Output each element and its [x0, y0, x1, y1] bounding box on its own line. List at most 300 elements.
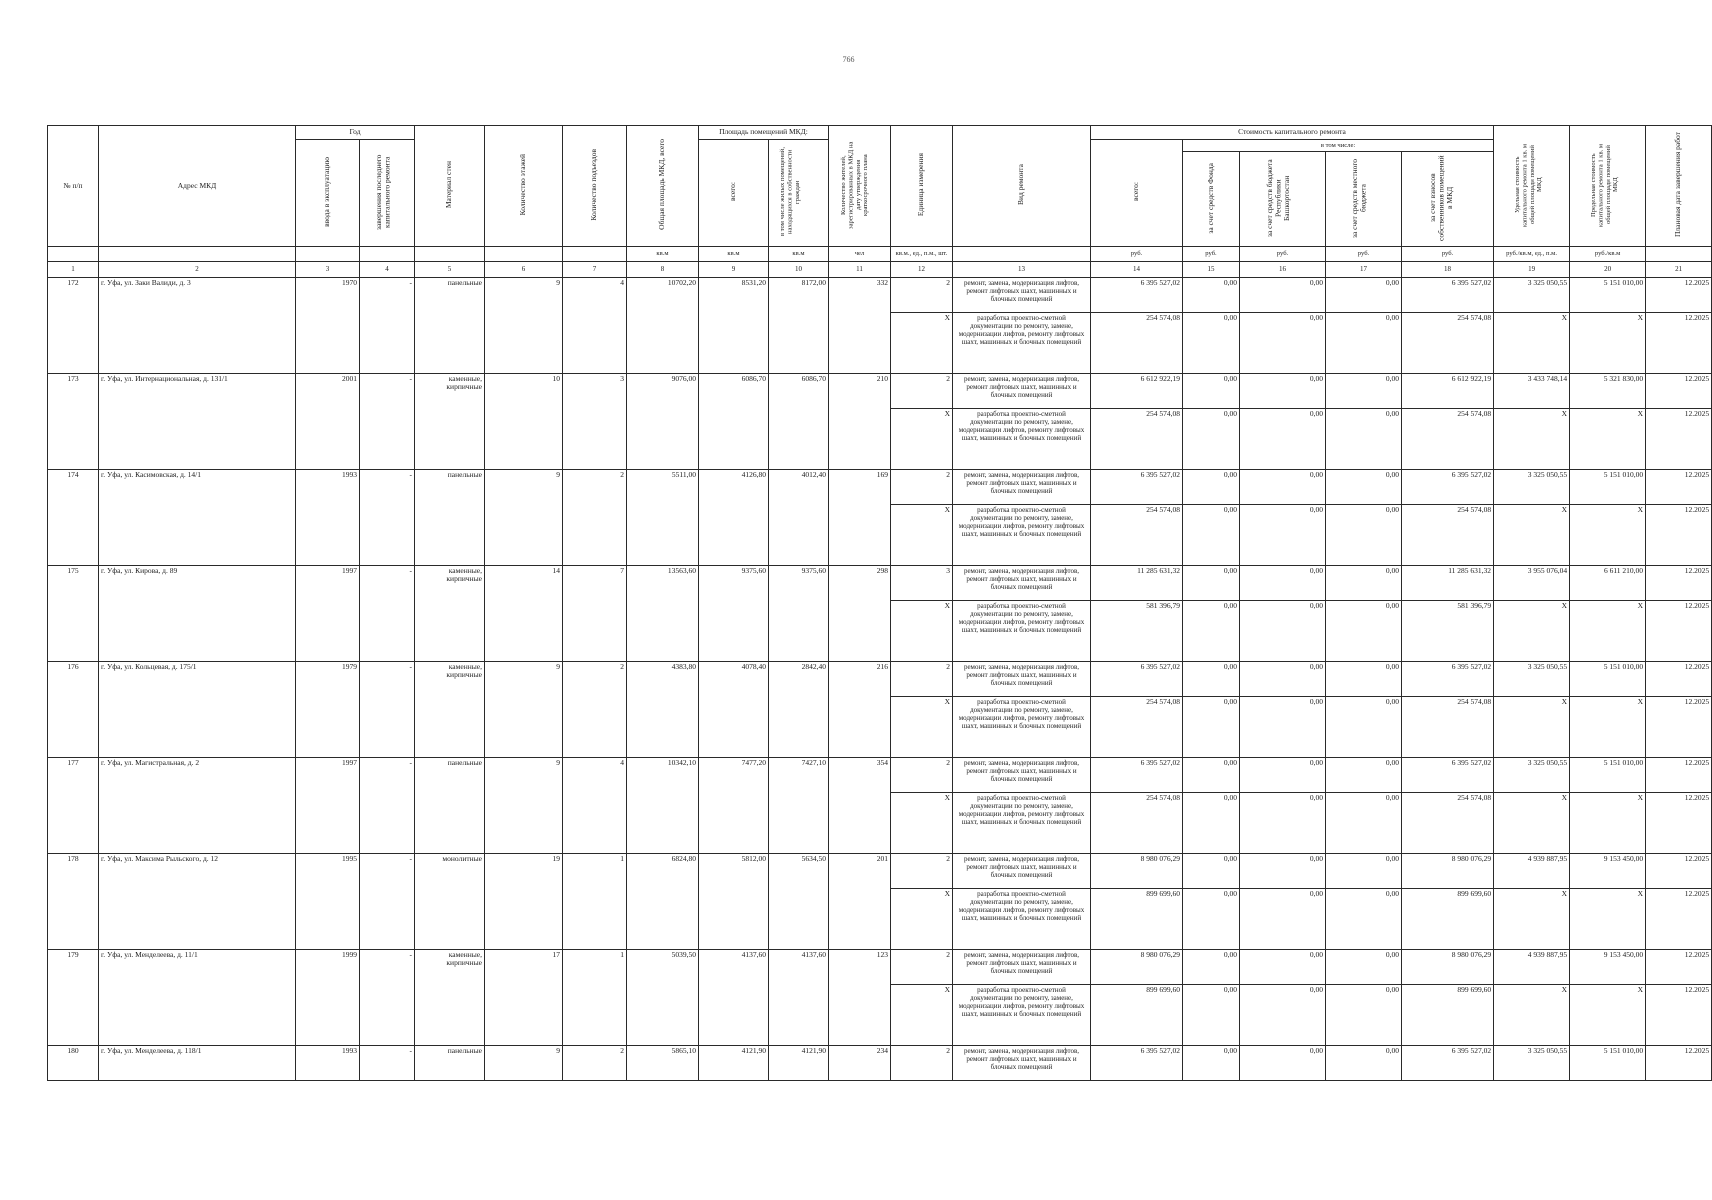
max-cost: X [1570, 601, 1646, 662]
planned-date: 12.2025 [1646, 278, 1712, 313]
entrance-count: 2 [563, 662, 627, 758]
area-all: 6086,70 [699, 374, 769, 470]
cost-local: 0,00 [1326, 950, 1402, 985]
column-number: 9 [699, 262, 769, 278]
area-all: 8531,20 [699, 278, 769, 374]
last-repair-year: - [360, 950, 415, 1046]
cost-owners: 254 574,08 [1402, 793, 1494, 854]
unit-cost: X [1494, 697, 1570, 758]
unit-value: 2 [891, 1046, 953, 1081]
building-address: г. Уфа, ул. Менделеева, д. 118/1 [99, 1046, 296, 1081]
unit-cost: 3 325 050,55 [1494, 470, 1570, 505]
cost-total: 8 980 076,29 [1091, 854, 1183, 889]
area-private: 4012,40 [769, 470, 829, 566]
planned-date: 12.2025 [1646, 793, 1712, 854]
column-number: 1 [48, 262, 99, 278]
header-wall-material: Материал стен [415, 126, 485, 247]
cost-owners: 254 574,08 [1402, 409, 1494, 470]
commission-year: 1995 [296, 854, 360, 950]
total-area: 6824,80 [627, 854, 699, 950]
unit-value: 2 [891, 758, 953, 793]
cost-republic: 0,00 [1240, 601, 1326, 662]
floor-count: 17 [485, 950, 563, 1046]
cost-total: 254 574,08 [1091, 313, 1183, 374]
cost-local: 0,00 [1326, 566, 1402, 601]
resident-count: 123 [829, 950, 891, 1046]
unit-cost: 3 325 050,55 [1494, 662, 1570, 697]
cost-total: 254 574,08 [1091, 505, 1183, 566]
header-address: Адрес МКД [99, 126, 296, 247]
unit-value: X [891, 889, 953, 950]
max-cost: 9 153 450,00 [1570, 950, 1646, 985]
cost-local: 0,00 [1326, 278, 1402, 313]
work-description: ремонт, замена, модернизация лифтов, ремонт лифтовых шахт, машинных и блочных помещений [953, 374, 1091, 409]
header-fund: за счет средств Фонда [1183, 152, 1240, 247]
header-area-group: Площадь помещений МКД: [699, 126, 829, 140]
unit-value: X [891, 409, 953, 470]
column-number: 4 [360, 262, 415, 278]
row-number: 180 [48, 1046, 99, 1081]
unit-cost: X [1494, 601, 1570, 662]
work-description: разработка проектно-сметной документации по ремонту, замене, модернизации лифтов, ремонту лифтовых шахт, машинных и блочных помещений [953, 985, 1091, 1046]
planned-date: 12.2025 [1646, 601, 1712, 662]
cost-local: 0,00 [1326, 854, 1402, 889]
last-repair-year: - [360, 566, 415, 662]
entrance-count: 2 [563, 1046, 627, 1081]
entrance-count: 1 [563, 950, 627, 1046]
building-address: г. Уфа, ул. Кирова, д. 89 [99, 566, 296, 662]
work-description: разработка проектно-сметной документации по ремонту, замене, модернизации лифтов, ремонту лифтовых шахт, машинных и блочных помещений [953, 601, 1091, 662]
cost-fund: 0,00 [1183, 950, 1240, 985]
cost-fund: 0,00 [1183, 601, 1240, 662]
cost-fund: 0,00 [1183, 566, 1240, 601]
planned-date: 12.2025 [1646, 758, 1712, 793]
planned-date: 12.2025 [1646, 950, 1712, 985]
cost-total: 11 285 631,32 [1091, 566, 1183, 601]
planned-date: 12.2025 [1646, 662, 1712, 697]
cost-local: 0,00 [1326, 601, 1402, 662]
cost-total: 899 699,60 [1091, 985, 1183, 1046]
column-number: 17 [1326, 262, 1402, 278]
cost-fund: 0,00 [1183, 889, 1240, 950]
column-number: 15 [1183, 262, 1240, 278]
column-number: 7 [563, 262, 627, 278]
column-number: 20 [1570, 262, 1646, 278]
unit-label: руб. [1091, 247, 1183, 262]
unit-value: X [891, 697, 953, 758]
work-description: разработка проектно-сметной документации по ремонту, замене, модернизации лифтов, ремонту лифтовых шахт, машинных и блочных помещений [953, 409, 1091, 470]
floor-count: 9 [485, 1046, 563, 1081]
last-repair-year: - [360, 662, 415, 758]
area-all: 4137,60 [699, 950, 769, 1046]
cost-fund: 0,00 [1183, 374, 1240, 409]
header-residents: Количество жителей, зарегистрированных в МКД на дату утверждения краткосрочного плана [829, 126, 891, 247]
cost-local: 0,00 [1326, 889, 1402, 950]
cost-local: 0,00 [1326, 1046, 1402, 1081]
work-description: ремонт, замена, модернизация лифтов, ремонт лифтовых шахт, машинных и блочных помещений [953, 566, 1091, 601]
cost-republic: 0,00 [1240, 662, 1326, 697]
resident-count: 210 [829, 374, 891, 470]
work-description: ремонт, замена, модернизация лифтов, ремонт лифтовых шахт, машинных и блочных помещений [953, 950, 1091, 985]
planned-date: 12.2025 [1646, 1046, 1712, 1081]
max-cost: 5 151 010,00 [1570, 758, 1646, 793]
max-cost: 5 151 010,00 [1570, 662, 1646, 697]
cost-fund: 0,00 [1183, 758, 1240, 793]
row-number: 172 [48, 278, 99, 374]
area-all: 5812,00 [699, 854, 769, 950]
commission-year: 1993 [296, 470, 360, 566]
max-cost: 6 611 210,00 [1570, 566, 1646, 601]
header-commission-year: ввода в эксплуатацию [296, 140, 360, 247]
cost-fund: 0,00 [1183, 505, 1240, 566]
table-row [48, 470, 1712, 505]
cost-fund: 0,00 [1183, 409, 1240, 470]
wall-material: каменные, кирпичные [415, 662, 485, 758]
cost-owners: 11 285 631,32 [1402, 566, 1494, 601]
building-address: г. Уфа, ул. Максима Рыльского, д. 12 [99, 854, 296, 950]
wall-material: панельные [415, 470, 485, 566]
cost-local: 0,00 [1326, 985, 1402, 1046]
header-unit-cost: Удельная стоимость капитального ремонта 1 кв. м общей площади помещений МКД [1494, 126, 1570, 247]
commission-year: 1997 [296, 566, 360, 662]
max-cost: 5 151 010,00 [1570, 278, 1646, 313]
planned-date: 12.2025 [1646, 409, 1712, 470]
cost-fund: 0,00 [1183, 854, 1240, 889]
header-floors: Количество этажей [485, 126, 563, 247]
entrance-count: 4 [563, 278, 627, 374]
commission-year: 1970 [296, 278, 360, 374]
unit-cost: 3 955 076,04 [1494, 566, 1570, 601]
cost-owners: 6 395 527,02 [1402, 470, 1494, 505]
cost-owners: 8 980 076,29 [1402, 854, 1494, 889]
building-address: г. Уфа, ул. Кольцевая, д. 175/1 [99, 662, 296, 758]
work-description: разработка проектно-сметной документации по ремонту, замене, модернизации лифтов, ремонту лифтовых шахт, машинных и блочных помещений [953, 697, 1091, 758]
repair-register-table [47, 125, 1712, 1081]
building-address: г. Уфа, ул. Магистральная, д. 2 [99, 758, 296, 854]
floor-count: 14 [485, 566, 563, 662]
last-repair-year: - [360, 1046, 415, 1081]
header-work-type: Вид ремонта [953, 126, 1091, 247]
resident-count: 216 [829, 662, 891, 758]
wall-material: монолитные [415, 854, 485, 950]
unit-label: кв.м [769, 247, 829, 262]
building-address: г. Уфа, ул. Заки Валиди, д. 3 [99, 278, 296, 374]
cost-fund: 0,00 [1183, 278, 1240, 313]
column-number-row [48, 262, 1712, 278]
max-cost: X [1570, 313, 1646, 374]
unit-value: X [891, 601, 953, 662]
row-number: 179 [48, 950, 99, 1046]
row-number: 178 [48, 854, 99, 950]
floor-count: 10 [485, 374, 563, 470]
unit-value: 2 [891, 278, 953, 313]
cost-owners: 6 395 527,02 [1402, 1046, 1494, 1081]
resident-count: 332 [829, 278, 891, 374]
cost-owners: 254 574,08 [1402, 697, 1494, 758]
building-address: г. Уфа, ул. Менделеева, д. 11/1 [99, 950, 296, 1046]
unit-label: руб. [1326, 247, 1402, 262]
area-all: 7477,20 [699, 758, 769, 854]
unit-value: 3 [891, 566, 953, 601]
last-repair-year: - [360, 758, 415, 854]
commission-year: 1999 [296, 950, 360, 1046]
cost-owners: 899 699,60 [1402, 985, 1494, 1046]
table-row [48, 374, 1712, 409]
max-cost: X [1570, 505, 1646, 566]
header-planned-date: Плановая дата завершения работ [1646, 126, 1712, 247]
unit-cost: 3 325 050,55 [1494, 278, 1570, 313]
total-area: 5511,00 [627, 470, 699, 566]
header-republic-budget: за счет средств бюджета Республики Башкортостан [1240, 152, 1326, 247]
entrance-count: 7 [563, 566, 627, 662]
last-repair-year: - [360, 854, 415, 950]
entrance-count: 2 [563, 470, 627, 566]
table-row [48, 662, 1712, 697]
planned-date: 12.2025 [1646, 313, 1712, 374]
wall-material: панельные [415, 1046, 485, 1081]
unit-value: 2 [891, 950, 953, 985]
unit-label: руб. [1402, 247, 1494, 262]
cost-local: 0,00 [1326, 470, 1402, 505]
cost-total: 6 395 527,02 [1091, 1046, 1183, 1081]
cost-republic: 0,00 [1240, 758, 1326, 793]
area-private: 4121,90 [769, 1046, 829, 1081]
cost-republic: 0,00 [1240, 374, 1326, 409]
cost-owners: 899 699,60 [1402, 889, 1494, 950]
area-private: 7427,10 [769, 758, 829, 854]
last-repair-year: - [360, 374, 415, 470]
resident-count: 354 [829, 758, 891, 854]
column-number: 19 [1494, 262, 1570, 278]
commission-year: 2001 [296, 374, 360, 470]
unit-cost: X [1494, 409, 1570, 470]
cost-fund: 0,00 [1183, 985, 1240, 1046]
total-area: 9076,00 [627, 374, 699, 470]
work-description: разработка проектно-сметной документации по ремонту, замене, модернизации лифтов, ремонту лифтовых шахт, машинных и блочных помещений [953, 793, 1091, 854]
area-private: 9375,60 [769, 566, 829, 662]
cost-total: 6 395 527,02 [1091, 662, 1183, 697]
cost-total: 6 395 527,02 [1091, 470, 1183, 505]
table-row [48, 950, 1712, 985]
cost-local: 0,00 [1326, 313, 1402, 374]
header-including-group: в том числе: [1183, 140, 1494, 152]
commission-year: 1997 [296, 758, 360, 854]
total-area: 4383,80 [627, 662, 699, 758]
cost-total: 899 699,60 [1091, 889, 1183, 950]
planned-date: 12.2025 [1646, 566, 1712, 601]
cost-owners: 8 980 076,29 [1402, 950, 1494, 985]
cost-local: 0,00 [1326, 758, 1402, 793]
unit-value: X [891, 985, 953, 1046]
last-repair-year: - [360, 470, 415, 566]
column-number: 21 [1646, 262, 1712, 278]
cost-republic: 0,00 [1240, 470, 1326, 505]
header-cost-total: всего: [1091, 140, 1183, 247]
unit-label: кв.м [627, 247, 699, 262]
unit-cost: 3 325 050,55 [1494, 758, 1570, 793]
resident-count: 169 [829, 470, 891, 566]
unit-label: чел [829, 247, 891, 262]
cost-republic: 0,00 [1240, 985, 1326, 1046]
wall-material: каменные, кирпичные [415, 566, 485, 662]
cost-total: 581 396,79 [1091, 601, 1183, 662]
column-number: 12 [891, 262, 953, 278]
column-number: 3 [296, 262, 360, 278]
table-body [48, 278, 1712, 1081]
unit-label: кв.м., ед., п.м., шт. [891, 247, 953, 262]
area-private: 4137,60 [769, 950, 829, 1046]
max-cost: X [1570, 985, 1646, 1046]
resident-count: 201 [829, 854, 891, 950]
column-number: 16 [1240, 262, 1326, 278]
commission-year: 1979 [296, 662, 360, 758]
cost-local: 0,00 [1326, 505, 1402, 566]
unit-value: 2 [891, 470, 953, 505]
cost-fund: 0,00 [1183, 793, 1240, 854]
column-number: 5 [415, 262, 485, 278]
planned-date: 12.2025 [1646, 374, 1712, 409]
unit-label: руб./кв.м [1570, 247, 1646, 262]
table-row [48, 566, 1712, 601]
header-local-budget: за счет средств местного бюджета [1326, 152, 1402, 247]
row-number: 177 [48, 758, 99, 854]
cost-republic: 0,00 [1240, 854, 1326, 889]
table-row [48, 278, 1712, 313]
header-total-area: Общая площадь МКД, всего [627, 126, 699, 247]
cost-local: 0,00 [1326, 697, 1402, 758]
floor-count: 9 [485, 278, 563, 374]
total-area: 5039,50 [627, 950, 699, 1046]
unit-value: 2 [891, 662, 953, 697]
cost-republic: 0,00 [1240, 278, 1326, 313]
unit-value: X [891, 505, 953, 566]
area-private: 8172,00 [769, 278, 829, 374]
header-year-group: Год [296, 126, 415, 140]
cost-republic: 0,00 [1240, 950, 1326, 985]
area-private: 6086,70 [769, 374, 829, 470]
max-cost: 5 321 830,00 [1570, 374, 1646, 409]
area-all: 9375,60 [699, 566, 769, 662]
cost-republic: 0,00 [1240, 409, 1326, 470]
cost-fund: 0,00 [1183, 470, 1240, 505]
units-row [48, 247, 1712, 262]
floor-count: 19 [485, 854, 563, 950]
cost-total: 8 980 076,29 [1091, 950, 1183, 985]
work-description: ремонт, замена, модернизация лифтов, ремонт лифтовых шахт, машинных и блочных помещений [953, 1046, 1091, 1081]
building-address: г. Уфа, ул. Интернациональная, д. 131/1 [99, 374, 296, 470]
cost-owners: 6 395 527,02 [1402, 278, 1494, 313]
max-cost: 5 151 010,00 [1570, 470, 1646, 505]
cost-owners: 6 395 527,02 [1402, 662, 1494, 697]
entrance-count: 1 [563, 854, 627, 950]
total-area: 5865,10 [627, 1046, 699, 1081]
cost-total: 254 574,08 [1091, 793, 1183, 854]
cost-total: 254 574,08 [1091, 409, 1183, 470]
wall-material: каменные, кирпичные [415, 950, 485, 1046]
floor-count: 9 [485, 758, 563, 854]
cost-fund: 0,00 [1183, 1046, 1240, 1081]
header-entrances: Количество подъездов [563, 126, 627, 247]
max-cost: X [1570, 697, 1646, 758]
total-area: 10342,10 [627, 758, 699, 854]
resident-count: 234 [829, 1046, 891, 1081]
column-number: 6 [485, 262, 563, 278]
column-number: 13 [953, 262, 1091, 278]
cost-owners: 254 574,08 [1402, 313, 1494, 374]
entrance-count: 4 [563, 758, 627, 854]
unit-cost: 3 433 748,14 [1494, 374, 1570, 409]
total-area: 13563,60 [627, 566, 699, 662]
area-all: 4121,90 [699, 1046, 769, 1081]
building-address: г. Уфа, ул. Касимовская, д. 14/1 [99, 470, 296, 566]
unit-cost: X [1494, 313, 1570, 374]
cost-owners: 254 574,08 [1402, 505, 1494, 566]
work-description: разработка проектно-сметной документации по ремонту, замене, модернизации лифтов, ремонту лифтовых шахт, машинных и блочных помещений [953, 505, 1091, 566]
header-num: № п/п [48, 126, 99, 247]
header-area-private: в том числе жилых помещений, находящихся в собственности граждан [769, 140, 829, 247]
header-owners: за счет взносов собственников помещений в МКД [1402, 152, 1494, 247]
area-all: 4126,80 [699, 470, 769, 566]
header-max-cost: Предельная стоимость капитального ремонта 1 кв. м общей площади помещений МКД [1570, 126, 1646, 247]
cost-total: 254 574,08 [1091, 697, 1183, 758]
cost-total: 6 395 527,02 [1091, 278, 1183, 313]
column-number: 8 [627, 262, 699, 278]
max-cost: 9 153 450,00 [1570, 854, 1646, 889]
wall-material: панельные [415, 758, 485, 854]
work-description: ремонт, замена, модернизация лифтов, ремонт лифтовых шахт, машинных и блочных помещений [953, 278, 1091, 313]
unit-value: X [891, 313, 953, 374]
cost-owners: 6 612 922,19 [1402, 374, 1494, 409]
work-description: ремонт, замена, модернизация лифтов, ремонт лифтовых шахт, машинных и блочных помещений [953, 854, 1091, 889]
resident-count: 298 [829, 566, 891, 662]
table-row [48, 854, 1712, 889]
area-private: 5634,50 [769, 854, 829, 950]
planned-date: 12.2025 [1646, 470, 1712, 505]
unit-cost: 3 325 050,55 [1494, 1046, 1570, 1081]
cost-republic: 0,00 [1240, 697, 1326, 758]
cost-republic: 0,00 [1240, 313, 1326, 374]
unit-cost: X [1494, 889, 1570, 950]
max-cost: X [1570, 409, 1646, 470]
entrance-count: 3 [563, 374, 627, 470]
row-number: 176 [48, 662, 99, 758]
column-number: 11 [829, 262, 891, 278]
unit-value: 2 [891, 854, 953, 889]
unit-cost: X [1494, 505, 1570, 566]
row-number: 174 [48, 470, 99, 566]
row-number: 175 [48, 566, 99, 662]
header-area-all: всего: [699, 140, 769, 247]
work-description: ремонт, замена, модернизация лифтов, ремонт лифтовых шахт, машинных и блочных помещений [953, 758, 1091, 793]
unit-value: X [891, 793, 953, 854]
max-cost: X [1570, 793, 1646, 854]
work-description: разработка проектно-сметной документации по ремонту, замене, модернизации лифтов, ремонту лифтовых шахт, машинных и блочных помещений [953, 889, 1091, 950]
cost-fund: 0,00 [1183, 313, 1240, 374]
floor-count: 9 [485, 662, 563, 758]
cost-owners: 6 395 527,02 [1402, 758, 1494, 793]
column-number: 18 [1402, 262, 1494, 278]
commission-year: 1993 [296, 1046, 360, 1081]
total-area: 10702,20 [627, 278, 699, 374]
cost-fund: 0,00 [1183, 697, 1240, 758]
last-repair-year: - [360, 278, 415, 374]
column-number: 2 [99, 262, 296, 278]
planned-date: 12.2025 [1646, 854, 1712, 889]
unit-value: 2 [891, 374, 953, 409]
unit-cost: 4 939 887,95 [1494, 854, 1570, 889]
header-unit: Единица измерения [891, 126, 953, 247]
cost-republic: 0,00 [1240, 793, 1326, 854]
